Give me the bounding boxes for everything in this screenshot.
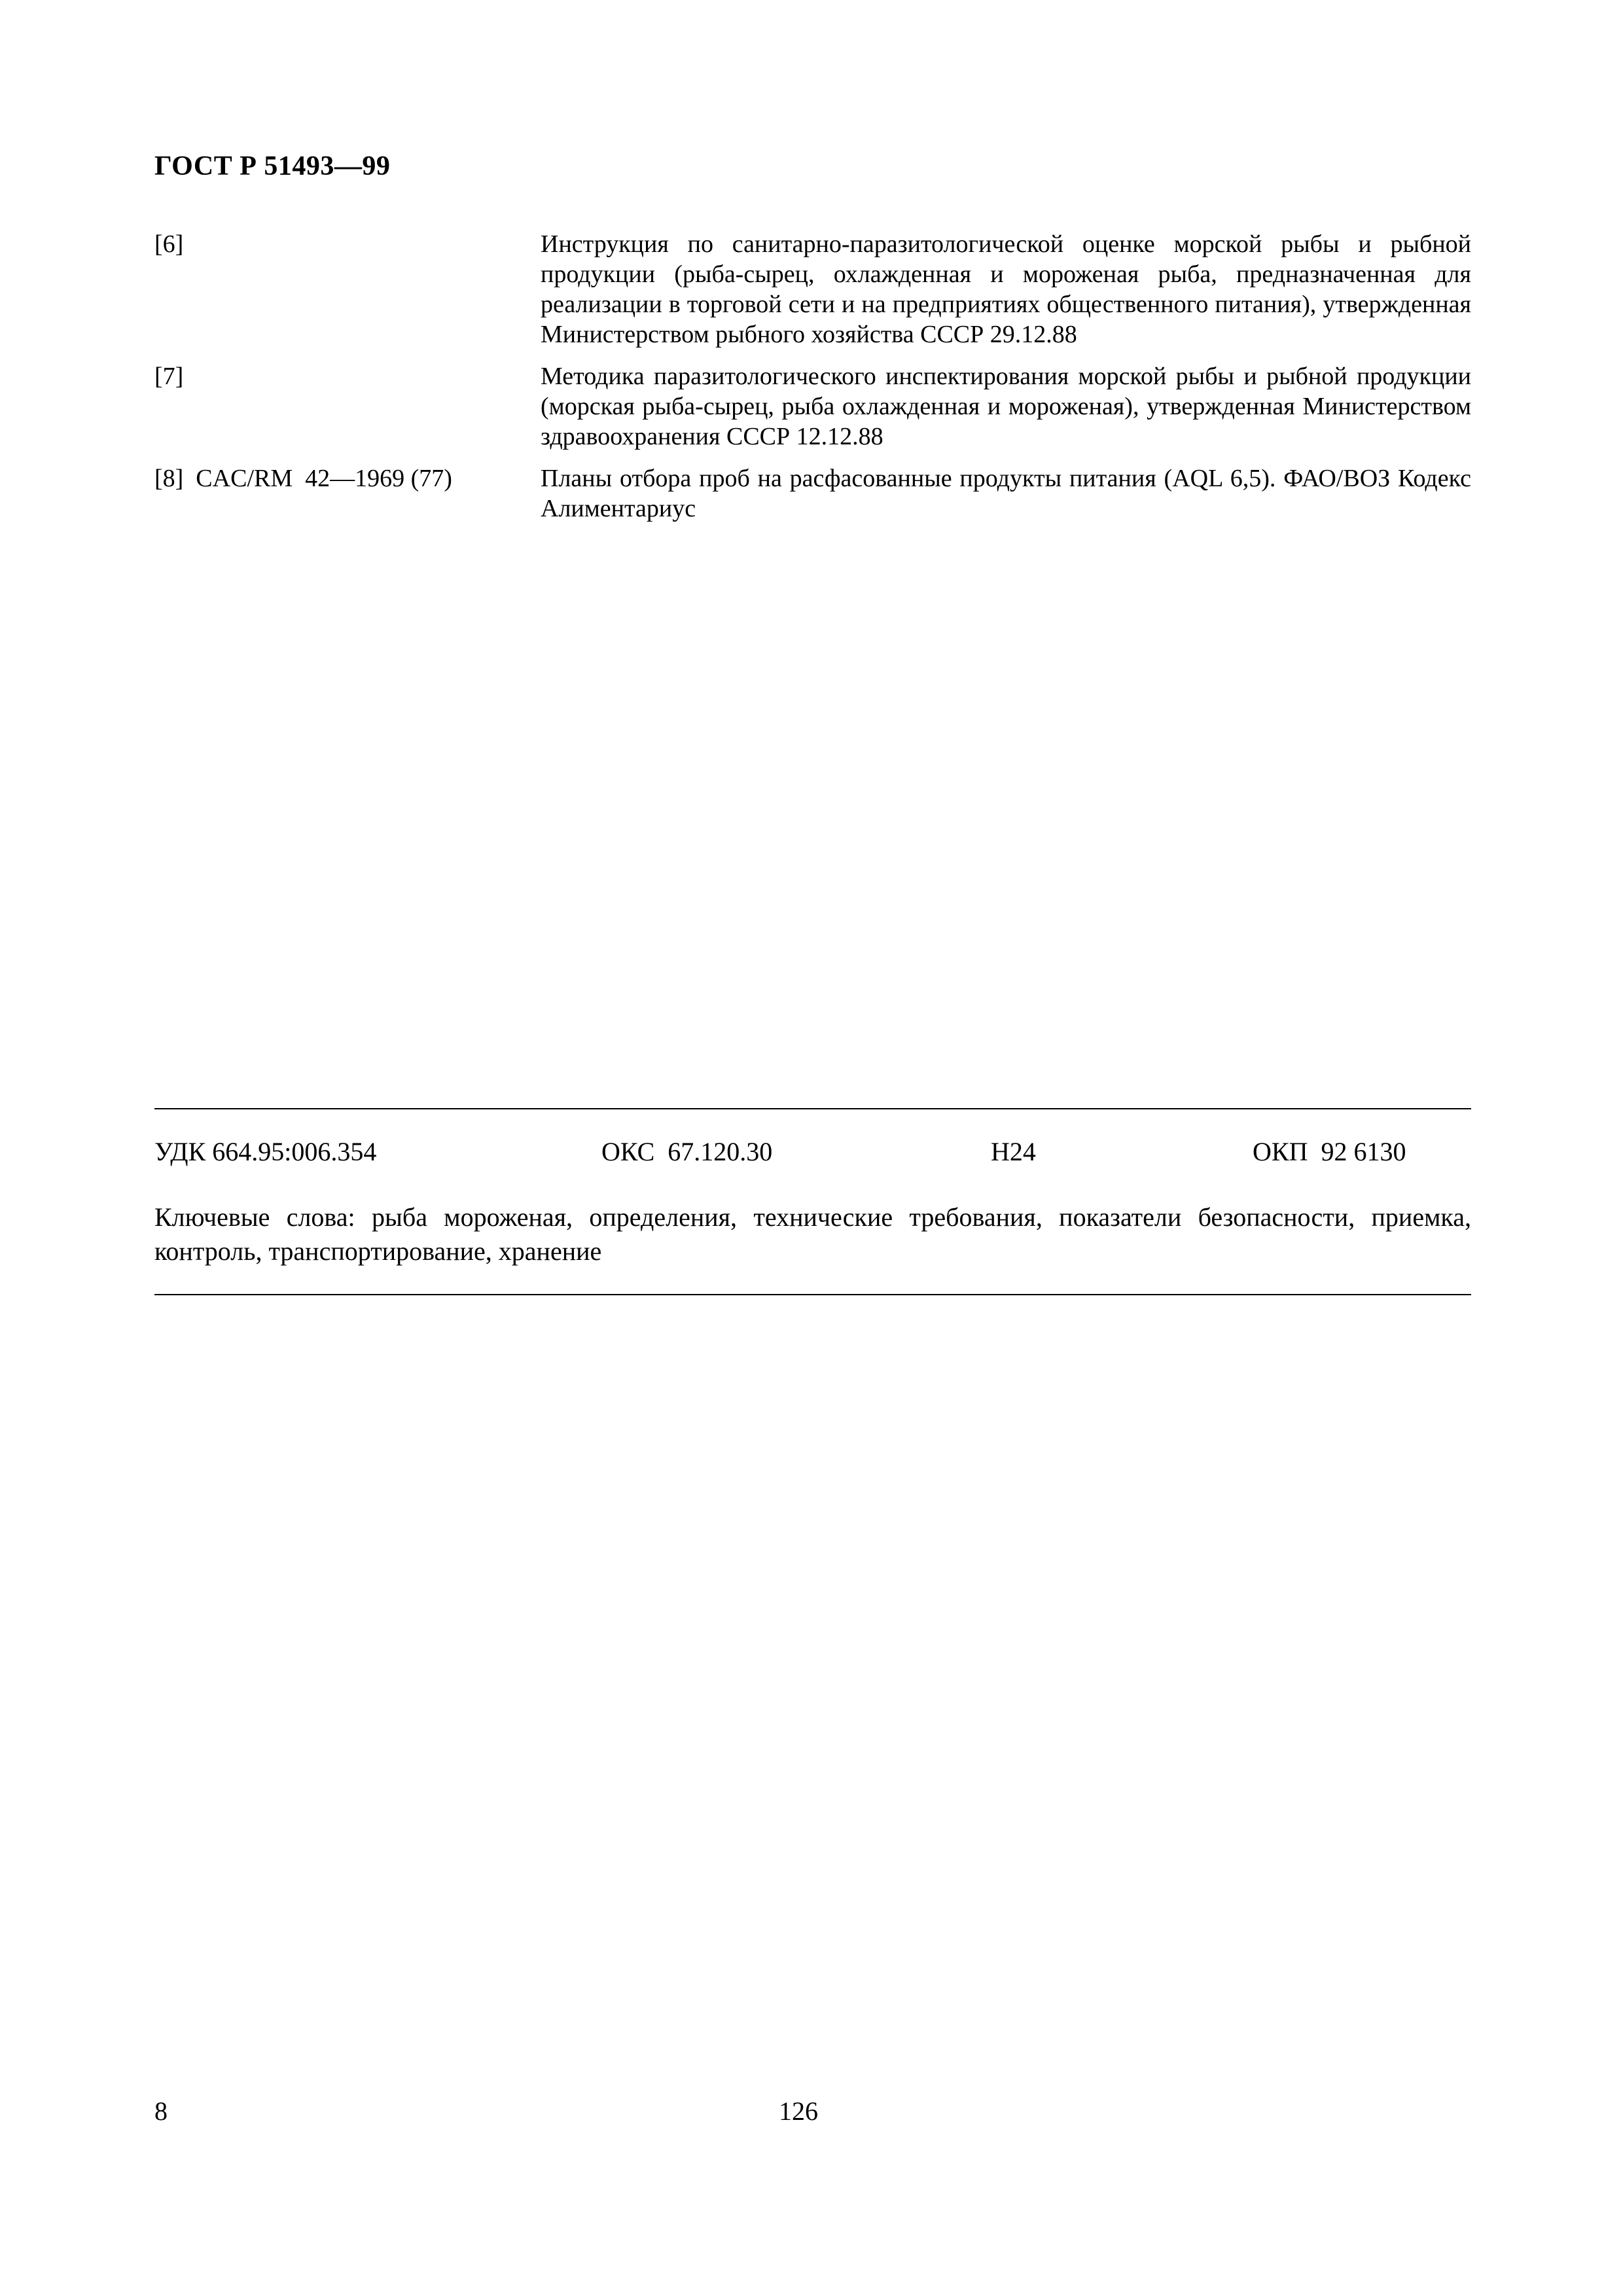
oks-code: ОКС 67.120.30: [601, 1137, 773, 1166]
document-header-title: ГОСТ Р 51493—99: [154, 151, 391, 181]
bibliography-entry-7: [154, 361, 1471, 452]
bibliography-entry-label: [8] CAC/RM 42—1969 (77): [154, 465, 452, 492]
bibliography-entry-label: [7]: [154, 363, 184, 390]
bibliography-entry-text: Планы отбора проб на расфасованные продукты питания (AQL 6,5). ФАО/ВОЗ Кодекс Алиментариус: [541, 465, 1471, 522]
sheet-number: 126: [779, 2096, 818, 2126]
divider-bottom: [154, 1294, 1471, 1295]
page-number: 8: [154, 2096, 168, 2126]
keywords-paragraph: Ключевые слова: рыба мороженая, определения, технические требования, показатели безопасности, приемка, контроль, транспортирование, хранение: [154, 1202, 1471, 1266]
bibliography-list: [154, 229, 1471, 535]
udk-code: УДК 664.95:006.354: [154, 1137, 377, 1166]
classification-codes: [154, 1136, 1471, 1169]
bibliography-entry-label: [6]: [154, 230, 184, 258]
group-code: Н24: [991, 1137, 1036, 1166]
bibliography-entry-8: [154, 463, 1471, 524]
bibliography-entry-6: [154, 229, 1471, 350]
bibliography-entry-text: Методика паразитологического инспектирования морской рыбы и рыбной продукции (морская рыба-сырец, рыба охлажденная и мороженая), утвержденная Министерством здравоохранения СССР 12.12.88: [541, 363, 1471, 450]
okp-code: ОКП 92 6130: [1253, 1137, 1406, 1166]
divider-top: [154, 1108, 1471, 1109]
bibliography-entry-text: Инструкция по санитарно-паразитологической оценке морской рыбы и рыбной продукции (рыба-сырец, охлажденная и мороженая рыба, предназначенная для реализации в торговой сети и на предприятиях общественного питания), утвержденная Министерством рыбного хозяйства СССР 29.12.88: [541, 230, 1471, 348]
